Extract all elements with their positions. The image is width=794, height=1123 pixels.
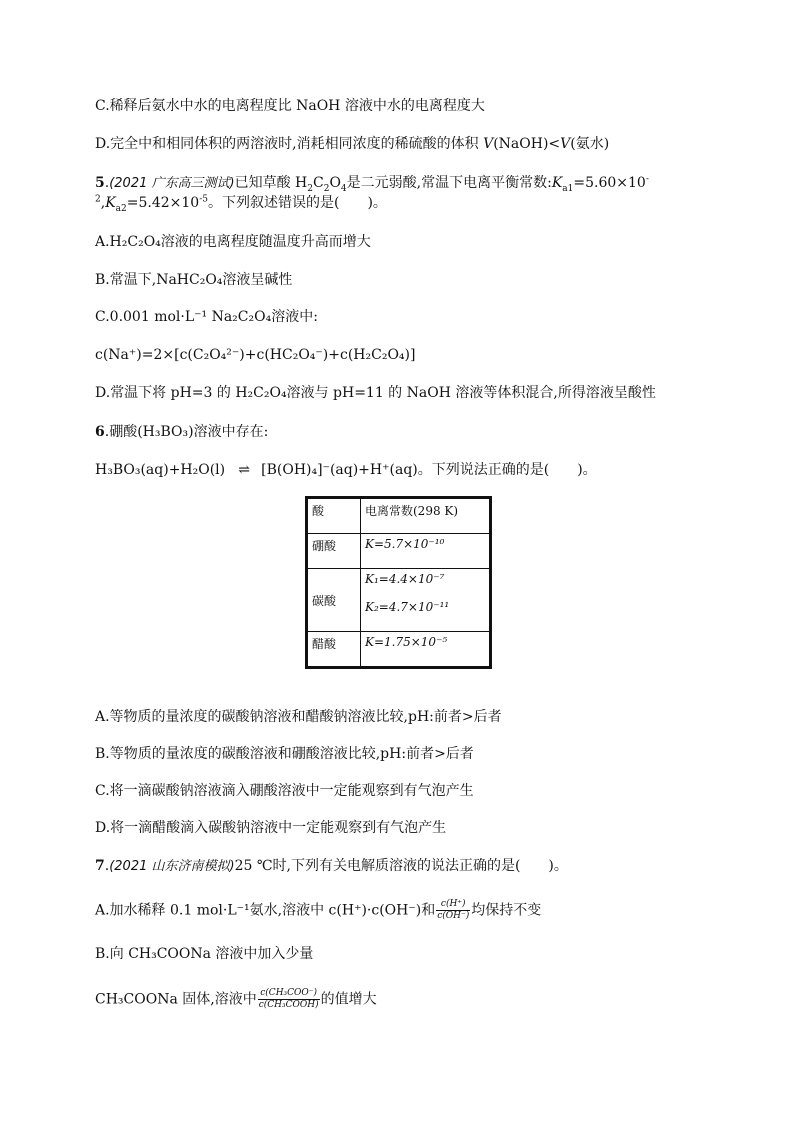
table-cell-acid: 硼酸 [307,534,361,569]
q7-option-a [95,899,541,922]
q7-option-b-line1: B.向 CH₃COONa 溶液中加入少量 [95,946,314,962]
q6-option-c: C.将一滴碳酸钠溶液滴入硼酸溶液中一定能观察到有气泡产生 [95,783,474,799]
q5-ka2: =5.42×10 [126,195,200,211]
table-row [307,569,491,632]
q7-stem: 7.(2021 山东济南模拟)25 ℃时,下列有关电解质溶液的说法正确的是( )。 [95,858,568,874]
q7-option-b-post: 的值增大 [320,991,377,1008]
table-cell-acid: 醋酸 [307,632,361,668]
q5-stem-end: 。下列叙述错误的是( )。 [207,195,387,211]
table-cell-constant [361,569,491,632]
q5-option-d: D.常温下将 pH=3 的 H₂C₂O₄溶液与 pH=11 的 NaOH 溶液等体积混合,所得溶液呈酸性 [95,385,656,401]
q4-option-d-v1: V [483,136,494,152]
q6-equation [95,460,597,480]
table-header-cell: 电离常数(298 K) [361,498,491,534]
table-row [307,534,491,569]
table-constant-k1: K₁=4.4×10⁻⁷ [365,572,445,586]
q6-eq-left: H₃BO₃(aq)+H₂O(l) [95,462,226,478]
q7-option-a-post: 均保持不变 [471,902,542,919]
q7-option-b-line2 [95,988,377,1011]
q4-option-d-pre: D.完全中和相同体积的两溶液时,消耗相同浓度的稀硫酸的体积 [95,136,484,152]
q4-option-d-v2: V [560,136,571,152]
q5-stem-line1: 5.(2021 广东高三测试)已知草酸 $H_2C_2O_4$是二元弱酸,常温下电离平衡常数$:K_{a1}=5.60\times 10^-$ [95,174,649,194]
fraction-acetate-over-acid: $\frac{\text{c(CH₃COO⁻)}}{\text{c(CH₃COOH)}}$ [258,988,319,1010]
table-cell-acid: 碳酸 [307,569,361,632]
table-header-row [307,498,491,534]
q6-option-d: D.将一滴醋酸滴入碳酸钠溶液中一定能观察到有气泡产生 [95,820,447,836]
q5-source: (2021 广东高三测试) [109,176,235,191]
q6-stem-text: 硼酸(H₃BO₃)溶液中存在: [109,424,269,440]
q6-eq-right: [B(OH)₄]⁻(aq)+H⁺(aq)。下列说法正确的是( )。 [261,462,597,478]
q6-number: 6 [95,424,105,440]
q5-number: 5 [95,175,105,191]
table-constant-k2: K₂=4.7×10⁻¹¹ [365,600,450,614]
q5-stem-line2: $^2,K_{a2}=5.42\times 10^{-5}$。下列叙述错误的是( )。 [95,194,387,214]
q6-stem: 6.硼酸(H₃BO₃)溶液中存在: [95,424,269,440]
q5-option-c-equation: c(Na⁺)=2×[c(C₂O₄²⁻)+c(HC₂O₄⁻)+c(H₂C₂O₄)] [95,347,416,363]
q6-option-a: A.等物质的量浓度的碳酸钠溶液和醋酸钠溶液比较,pH:前者>后者 [95,709,502,725]
table-header-cell: 酸 [307,498,361,534]
q7-stem-text: 25 ℃时,下列有关电解质溶液的说法正确的是( )。 [234,858,568,874]
q4-option-d-post: (氨水) [570,136,610,152]
q5-option-b: B.常温下,NaHC₂O₄溶液呈碱性 [95,272,293,288]
q5-ka1: =5.60×10 [573,175,646,191]
ionization-constant-table [305,496,492,669]
q4-option-d [95,134,609,154]
table-cell-constant: K=5.7×10⁻¹⁰ [361,534,491,569]
q7-source: (2021 山东济南模拟) [109,859,235,874]
q5-option-c: C.0.001 mol·L⁻¹ Na₂C₂O₄溶液中: [95,309,318,325]
q4-option-d-mid: (NaOH)< [493,136,561,152]
table-row [307,632,491,668]
q5-stem-a: 已知草酸 H [234,175,308,191]
q4-option-c: C.稀释后氨水中水的电离程度比 NaOH 溶液中水的电离程度大 [95,98,485,114]
q6-option-b: B.等物质的量浓度的碳酸溶液和硼酸溶液比较,pH:前者>后者 [95,746,474,762]
q7-option-a-pre: A.加水稀释 0.1 mol·L⁻¹氨水,溶液中 c(H⁺)·c(OH⁻)和 [95,902,436,919]
fraction-h-over-oh: $\frac{c(H^+)}{c(OH^-)}$ [437,899,470,921]
q7-number: 7 [95,858,105,874]
equilibrium-arrow-icon: ⇌ [238,462,248,478]
table-cell-constant: K=1.75×10⁻⁵ [361,632,491,668]
q5-stem-b: 是二元弱酸,常温下电离平衡常数: [346,175,552,191]
q7-option-b-pre: CH₃COONa 固体,溶液中 [95,991,257,1008]
q5-option-a: A.H₂C₂O₄溶液的电离程度随温度升高而增大 [95,234,371,250]
